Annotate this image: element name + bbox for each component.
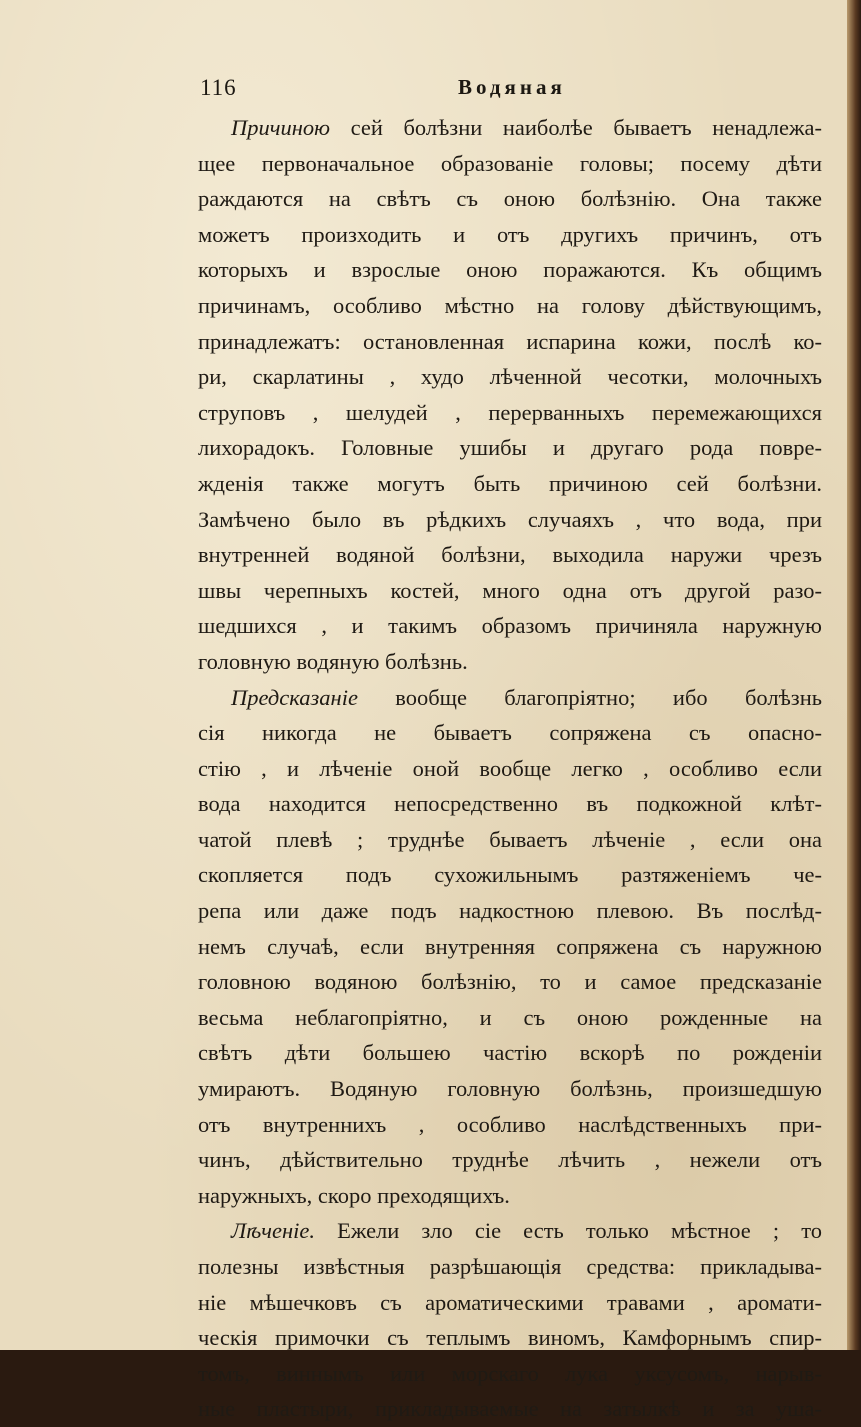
page-number: 116 [200,75,237,100]
text-line [198,537,822,573]
line-text: головную водяную болѣзнь. [198,648,468,674]
line-text: ри, скарлатины , худо лѣченной чесотки, молочныхъ [198,364,822,390]
text-line [198,1285,822,1321]
page-header [200,75,800,109]
text-line [198,1320,822,1356]
line-text: лихорадокъ. Головные ушибы и другаго рода повре- [198,435,822,461]
text-line [198,1035,822,1071]
line-text: сей болѣзни наиболѣе бываетъ ненадлежа- [330,115,822,140]
text-line [198,1213,822,1249]
text-line [198,1391,822,1427]
text-line [198,1356,822,1392]
line-text: причинамъ, особливо мѣстно на голову дѣйствующимъ, [198,292,822,318]
text-line [198,359,822,395]
running-head: Водяная [458,75,566,99]
text-line [198,1249,822,1285]
section-lead-term: Предсказаніе [231,684,358,710]
text-line [198,1071,822,1107]
line-text: скопляется подъ сухожильнымъ разтяженіемъ че- [198,862,822,888]
page-edge-shadow [847,0,861,1350]
line-text: жденія также могутъ быть причиною сей болѣзни. [198,470,822,496]
line-text: вообще благопріятно; ибо болѣзнь [357,684,822,710]
text-line [198,288,822,324]
line-text: полезны извѣстныя разрѣшающія средства: прикладыва- [198,1254,822,1279]
text-line [198,1142,822,1178]
line-text: чинъ, дѣйствительно труднѣе лѣчить , нежели отъ [198,1147,822,1173]
body-text [198,110,822,1427]
line-text: стію , и лѣченіе оной вообще легко , особливо если [198,755,822,781]
text-line [198,964,822,1000]
line-text: Замѣчено было въ рѣдкихъ случаяхъ , что вода, при [198,506,822,532]
line-text: щее первоначальное образованіе головы; посему дѣти [198,150,822,176]
line-text: швы черепныхъ костей, много одна отъ другой разо- [198,577,822,603]
line-text: внутренней водяной болѣзни, выходила наружи чрезъ [198,542,822,568]
text-line [198,395,822,431]
text-line [198,324,822,360]
text-line [198,252,822,288]
line-text: чатой плевѣ ; труднѣе бываетъ лѣченіе , если она [198,826,822,852]
line-text: раждаются на свѣтъ съ оною болѣзнію. Она также [198,186,822,212]
text-line [198,110,822,146]
line-text: головною водяною болѣзнію, то и самое предсказаніе [198,969,822,995]
line-text: ніе мѣшечковъ съ ароматическими травами , аромати- [198,1289,822,1315]
line-text: умираютъ. Водяную головную болѣзнь, произшедшую [198,1076,822,1102]
text-line [198,466,822,502]
line-text: струповъ , шелудей , перерванныхъ перемежающихся [198,399,822,425]
line-text: немъ случаѣ, если внутренняя сопряжена съ наружною [198,933,822,959]
text-line [198,893,822,929]
line-text: принадлежатъ: остановленная испарина кожи, послѣ ко- [198,328,822,354]
text-line [198,822,822,858]
text-line [198,751,822,787]
section-lead-term: Лѣченіе. [231,1218,315,1244]
text-line [198,1178,822,1214]
text-line [198,181,822,217]
text-line [198,573,822,609]
line-text: свѣтъ дѣти большею частію вскорѣ по рожденіи [198,1040,822,1066]
line-text: репа или даже подъ надкостною плевою. Въ послѣд- [198,898,822,924]
text-line [198,1000,822,1036]
line-text: ные пластыри, прикладываемые на затылкѣ и за уша- [198,1396,822,1422]
text-line [198,929,822,965]
text-line [198,217,822,253]
line-text: весьма неблагопріятно, и съ оною рожденные на [198,1004,822,1030]
line-text: которыхъ и взрослые оною поражаются. Къ общимъ [198,257,822,283]
line-text: шедшихся , и такимъ образомъ причиняла наружную [198,613,822,639]
line-text: наружныхъ, скоро преходящихъ. [198,1182,510,1208]
text-line [198,680,822,716]
line-text: отъ внутреннихъ , особливо наслѣдственныхъ при- [198,1111,822,1137]
section-lead-term: Причиною [231,115,331,140]
line-text: Ежели зло сіе есть только мѣстное ; то [315,1218,822,1244]
text-line [198,786,822,822]
text-line [198,146,822,182]
line-text: томъ, виннымъ или морскаго лука уксусомъ, нарыв- [198,1360,822,1386]
text-line [198,1107,822,1143]
line-text: сія никогда не бываетъ сопряжена съ опасно- [198,720,822,746]
line-text: ческія примочки съ теплымъ виномъ, Камфорнымъ спир- [198,1325,822,1351]
text-line [198,430,822,466]
line-text: вода находится непосредственно въ подкожной клѣт- [198,791,822,817]
text-line [198,502,822,538]
text-line [198,857,822,893]
line-text: можетъ произходить и отъ другихъ причинъ, отъ [198,221,822,247]
text-line [198,644,822,680]
text-line [198,608,822,644]
text-line [198,715,822,751]
